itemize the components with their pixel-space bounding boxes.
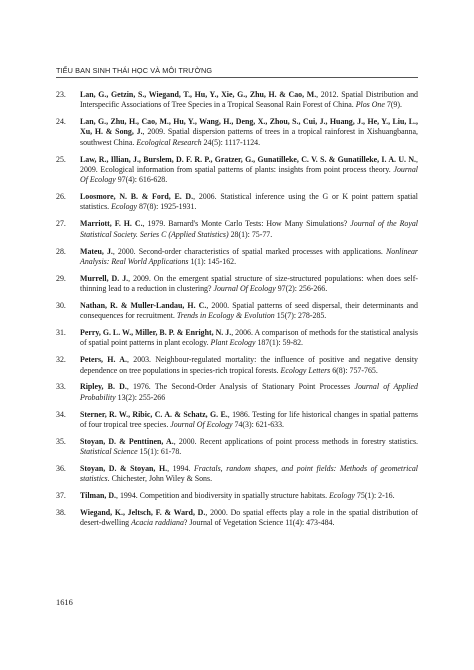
reference-item — [56, 355, 418, 376]
reference-number: 35. — [56, 436, 66, 446]
reference-journal: Journal Of Ecology — [170, 419, 233, 429]
reference-number: 30. — [56, 300, 66, 310]
reference-title: , 2009. Ecological information from spatial patterns of plants: insights from point process theory. — [80, 154, 418, 174]
reference-journal: Plos One — [355, 100, 385, 110]
reference-authors: Murrell, D. J. — [80, 273, 129, 283]
reference-item — [56, 382, 418, 403]
reference-details: 187(1): 59-82. — [255, 338, 304, 348]
reference-title: , 1979. Barnard's Monte Carlo Tests: How Many Simulations? — [142, 219, 348, 229]
page-number: 1616 — [56, 598, 73, 607]
reference-journal: Journal Of Ecology — [80, 164, 418, 185]
reference-title: , 1976. The Second-Order Analysis of Stationary Point Processes — [126, 382, 351, 392]
reference-details: 6(8): 757-765. — [330, 365, 378, 375]
reference-item — [56, 219, 418, 240]
reference-number: 36. — [56, 464, 66, 474]
reference-details: 15(7): 278-285. — [274, 311, 327, 321]
reference-authors: Ripley, B. D. — [80, 382, 127, 392]
reference-title: , 1994. Competition and biodiversity in spatially structure habitats. — [116, 491, 328, 501]
reference-list — [56, 90, 418, 535]
reference-authors: Lan, G., Getzin, S., Wiegand, T., Hu, Y., Xie, G., Zhu, H. & Cao, M. — [80, 90, 317, 99]
reference-authors: Loosmore, N. B. & Ford, E. D. — [80, 192, 194, 202]
reference-details: ? Journal of Vegetation Science 11(4): 473-484. — [183, 518, 335, 528]
reference-number: 31. — [56, 328, 66, 338]
reference-journal: Acacia raddiana — [131, 518, 184, 528]
reference-journal: Fractals, random shapes, and point fields: Methods of geometrical statistics — [80, 464, 418, 484]
reference-journal: Ecology — [111, 202, 137, 212]
reference-title: , 2003. Neighbour-regulated mortality: the influence of positive and negative density dependence on tree populations in species-rich tropical forests. — [80, 355, 418, 375]
reference-number: 27. — [56, 219, 66, 229]
reference-journal: Plant Ecology — [210, 338, 256, 348]
reference-journal: Journal of Applied Probability — [80, 382, 418, 402]
reference-item — [56, 192, 418, 213]
reference-number: 29. — [56, 273, 66, 283]
reference-authors: Stoyan, D. & Stoyan, H. — [80, 464, 168, 474]
reference-number: 37. — [56, 491, 66, 501]
reference-authors: Peters, H. A. — [80, 355, 127, 365]
reference-number: 38. — [56, 508, 66, 518]
reference-number: 24. — [56, 117, 66, 127]
reference-item — [56, 274, 418, 295]
reference-details: 24(5): 1117-1124. — [201, 137, 261, 147]
reference-title: , 1986. Testing for life historical changes in spatial patterns of four tropical tree species. — [80, 409, 418, 429]
reference-authors: Lan, G., Zhu, H., Cao, M., Hu, Y., Wang, H., Deng, X., Zhou, S., Cui, J., Huang, J., He, Y., Liu, L., Xu, H. & Song, J. — [80, 117, 418, 137]
reference-title: , 1994. — [167, 464, 191, 474]
reference-item — [56, 155, 418, 186]
reference-details: . Chichester, John Wiley & Sons. — [107, 474, 213, 484]
reference-details: 97(4): 616-628. — [115, 175, 168, 185]
reference-item — [56, 410, 418, 431]
reference-item — [56, 90, 418, 111]
reference-details: 74(3): 621-633. — [232, 419, 285, 429]
reference-item — [56, 247, 418, 268]
reference-authors: Nathan, R. & Muller-Landau, H. C. — [80, 300, 207, 310]
reference-details: 28(1): 75-77. — [228, 229, 273, 239]
reference-journal: Ecological Research — [136, 137, 202, 147]
reference-number: 32. — [56, 355, 66, 365]
reference-journal: Journal of the Royal Statistical Society. Series C (Applied Statistics) — [80, 219, 418, 239]
reference-number: 28. — [56, 246, 66, 256]
reference-number: 25. — [56, 154, 66, 164]
reference-title: , 2000. Spatial patterns of seed dispersal, their determinants and consequences for recruitment. — [80, 300, 418, 321]
reference-details: 15(1): 61-78. — [137, 447, 182, 457]
reference-journal: Trends in Ecology & Evolution — [176, 311, 275, 321]
reference-item — [56, 437, 418, 458]
reference-details: 75(1): 2-16. — [354, 491, 395, 501]
reference-title: , 2000. Recent applications of point process methods in forestry statistics. — [173, 436, 418, 446]
reference-item — [56, 328, 418, 349]
reference-item — [56, 508, 418, 529]
reference-title: , 2012. Spatial Distribution and Interspecific Associations of Tree Species in a Tropical Seasonal Rain Forest of China. — [80, 90, 418, 110]
reference-journal: Ecology — [329, 491, 355, 501]
reference-journal: Journal Of Ecology — [213, 284, 276, 294]
reference-details: 97(2): 256-266. — [275, 284, 328, 294]
reference-title: , 2006. A comparison of methods for the statistical analysis of spatial point patterns in plant ecology. — [80, 328, 418, 348]
reference-authors: Marriott, F. H. C. — [80, 219, 143, 229]
reference-title: , 2006. Statistical inference using the G or K point pattern spatial statistics. — [80, 192, 418, 212]
reference-number: 33. — [56, 382, 66, 392]
reference-item — [56, 491, 418, 501]
reference-item — [56, 301, 418, 322]
reference-journal: Nonlinear Analysis: Real World Applications — [80, 246, 418, 266]
reference-authors: Sterner, R. W., Ribic, C. A. & Schatz, G. E. — [80, 409, 228, 419]
reference-authors: Tilman, D. — [80, 491, 117, 501]
reference-title: , 2009. Spatial dispersion patterns of trees in a tropical rainforest in Xishuangbanna, southwest China. — [80, 127, 418, 147]
reference-authors: Stoyan, D. & Penttinen, A. — [80, 436, 174, 446]
reference-authors: Wiegand, K., Jeltsch, F. & Ward, D. — [80, 508, 206, 518]
reference-details: 1(1): 145-162. — [188, 256, 237, 266]
reference-details: 13(2): 255-266 — [115, 392, 166, 402]
reference-details: 7(9). — [384, 100, 402, 110]
reference-number: 23. — [56, 90, 66, 99]
reference-journal: Statistical Science — [80, 447, 138, 457]
reference-title: , 2009. On the emergent spatial structure of size-structured populations: when does self-thinning lead to a reduction in clustering? — [80, 273, 418, 294]
reference-title: , 2000. Do spatial effects play a role in the spatial distribution of desert-dwelling — [80, 508, 418, 528]
reference-item — [56, 117, 418, 148]
header-rule — [56, 77, 418, 78]
running-header: TIỂU BAN SINH THÁI HỌC VÀ MÔI TRƯỜNG — [56, 66, 213, 75]
reference-authors: Law, R., Illian, J., Burslem, D. F. R. P., Gratzer, G., Gunatilleke, C. V. S. & Gunatilleke, I. A. U. N. — [80, 154, 417, 164]
reference-details: 87(8): 1925-1931. — [137, 202, 197, 212]
reference-item — [56, 464, 418, 485]
reference-number: 34. — [56, 409, 66, 419]
reference-number: 26. — [56, 192, 66, 202]
reference-authors: Perry, G. L. W., Miller, B. P. & Enright, N. J. — [80, 328, 232, 338]
reference-title: , 2000. Second-order characteristics of spatial marked processes with applications. — [112, 246, 383, 256]
reference-authors: Mateu, J. — [80, 246, 113, 256]
reference-journal: Ecology Letters — [280, 365, 331, 375]
